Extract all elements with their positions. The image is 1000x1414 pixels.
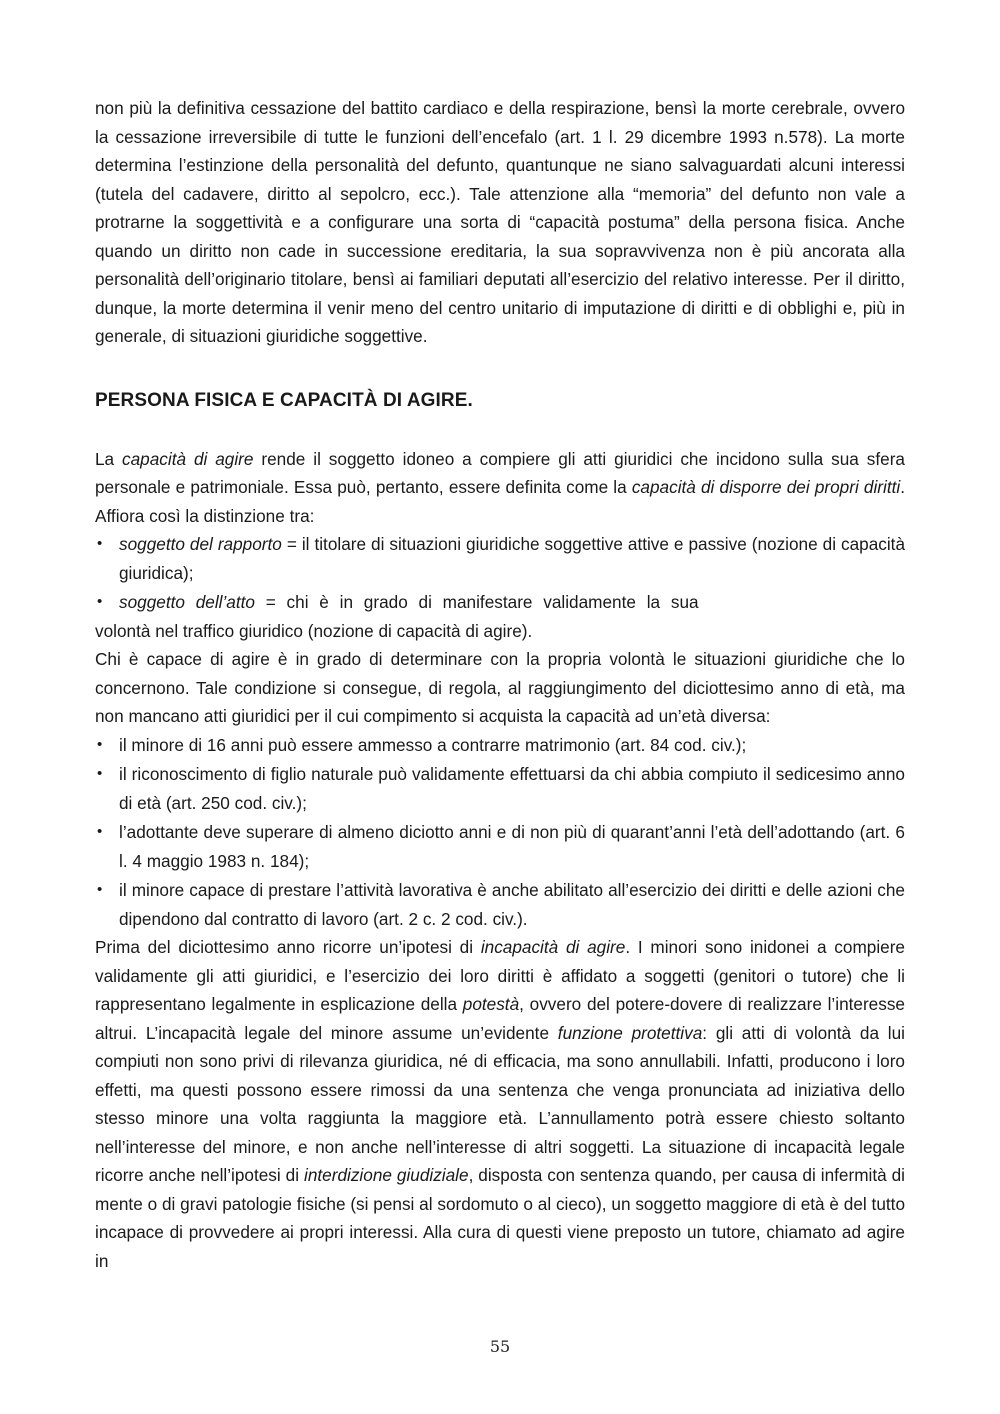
list-item [95, 760, 905, 817]
list-item [95, 876, 905, 933]
para4-italic-2: potestà [462, 994, 520, 1014]
list-item [95, 530, 905, 587]
page-number: 55 [489, 1337, 511, 1356]
exception-text: il riconoscimento di figlio naturale può validamente effettuarsi da chi abbia compiuto il sedicesimo anno di età (art. 250 cod. civ.); [119, 764, 905, 813]
para2-italic-2: capacità di disporre dei propri diritti [631, 477, 901, 497]
bullet-icon: • [97, 593, 103, 610]
bullet2-continuation: volontà nel traffico giuridico (nozione di capacità di agire). [95, 620, 533, 641]
list-item [95, 588, 905, 617]
para2-text-1: La [95, 448, 123, 469]
list-item [95, 818, 905, 875]
bullet-icon: • [97, 535, 103, 552]
capacity-definition-paragraph [95, 445, 905, 531]
para2-text-2: rende il soggetto idoneo a compiere gli atti giuridici che incidono sulla sua sfera personale e patrimoniale. Essa può, pertanto, essere definita come la [95, 448, 905, 497]
bullet1-text: = il titolare di situazioni giuridiche soggettive attive e passive (nozione di capacità giuridica); [119, 534, 906, 583]
para4-italic-1: incapacità di agire [480, 937, 626, 957]
exception-text: il minore capace di prestare l’attività lavorativa è anche abilitato all’esercizio dei diritti e delle azioni che dipendono dal contratto di lavoro (art. 2 c. 2 cod. civ.). [119, 880, 905, 929]
exception-text: il minore di 16 anni può essere ammesso a contrarre matrimonio (art. 84 cod. civ.); [119, 734, 747, 755]
page-content [95, 94, 905, 1275]
bullet-icon: • [97, 735, 103, 753]
intro-paragraph: non più la definitiva cessazione del battito cardiaco e della respirazione, bensì la morte cerebrale, ovvero la cessazione irreversibile di tutte le funzioni dell’encefalo (art. 1 l. 29 dicembre 1993 n.578). La morte determina l’estinzione della personalità del defunto, quantunque ne siano salvaguardati alcuni interessi (tutela del cadavere, diritto al sepolcro, ecc.). Tale attenzione alla “memoria” del defunto non vale a protrarne la soggettività e a configurare una sorta di “capacità postuma” della persona fisica. Anche quando un diritto non cade in successione ereditaria, la sua sopravvivenza non è più ancorata alla personalità dell’originario titolare, bensì ai familiari deputati all’esercizio del relativo interesse. Per il diritto, dunque, la morte determina il venir meno del centro unitario di imputazione di diritti e di obblighi e, più in generale, di situazioni giuridiche soggettive. [95, 98, 905, 346]
bullet2-text: = chi è in grado di manifestare validamente la sua [254, 592, 699, 612]
para2-text-3: . Affiora così la distinzione tra: [95, 477, 905, 526]
para4-text-4: : gli atti di volontà da lui compiuti non sono privi di rilevanza giuridica, né di efficacia, ma sono annullabili. Infatti, producono i loro effetti, ma questi possono essere rimossi da una sentenza che venga pronunciata ad iniziativa dello stesso minore una volta raggiunta la maggiore età. L’annullamento potrà essere chiesto soltanto nell’interesse del minore, e non anche nell’interesse di altri soggetti. La situazione di incapacità legale ricorre anche nell’ipotesi di [95, 1022, 905, 1185]
para4-text-2: . I minori sono inidonei a compiere validamente gli atti giuridici, e l’esercizio dei loro diritti è affidato a soggetti (genitori o tutore) che li rappresentano legalmente in esplicazione della [95, 937, 905, 1014]
list-item [95, 731, 905, 760]
exception-text: l’adottante deve superare di almeno diciotto anni e di non più di quarant’anni l’età dell’adottando (art. 6 l. 4 maggio 1983 n. 184); [119, 822, 905, 871]
distinction-list [95, 530, 905, 617]
bullet-icon: • [97, 823, 103, 840]
capacity-age-paragraph: Chi è capace di agire è in grado di determinare con la propria volontà le situazioni giuridiche che lo concernono. Tale condizione si consegue, di regola, al raggiungimento del diciottesimo anno di età, ma non mancano atti giuridici per il cui compimento si acquista la capacità ad un’età diversa: [95, 649, 905, 726]
para4-italic-4: interdizione giudiziale [304, 1165, 469, 1185]
para4-text-5: , disposta con sentenza quando, per causa di infermità di mente o di gravi patologie fisiche (si pensi al sordomuto o al cieco), un soggetto maggiore di età è del tutto incapace di provvedere ai propri interessi. Alla cura di questi viene preposto un tutore, chiamato ad agire in [95, 1165, 906, 1271]
bullet-icon: • [97, 881, 103, 898]
bullet2-italic: soggetto dell’atto [119, 592, 255, 612]
exceptions-list [95, 731, 905, 934]
para2-italic-1: capacità di agire [122, 448, 254, 469]
para4-text-3: , ovvero del potere-dovere di realizzare l’interesse altrui. L’incapacità legale del minore assume un’evidente [95, 994, 905, 1043]
section-heading: PERSONA FISICA E CAPACITÀ DI AGIRE. [95, 389, 473, 411]
incapacity-paragraph [95, 933, 905, 1275]
para4-text-1: Prima del diciottesimo anno ricorre un’ipotesi di [95, 937, 481, 957]
para4-italic-3: funzione protettiva [557, 1022, 703, 1043]
bullet-icon: • [97, 765, 103, 782]
bullet1-italic: soggetto del rapporto [119, 534, 282, 554]
